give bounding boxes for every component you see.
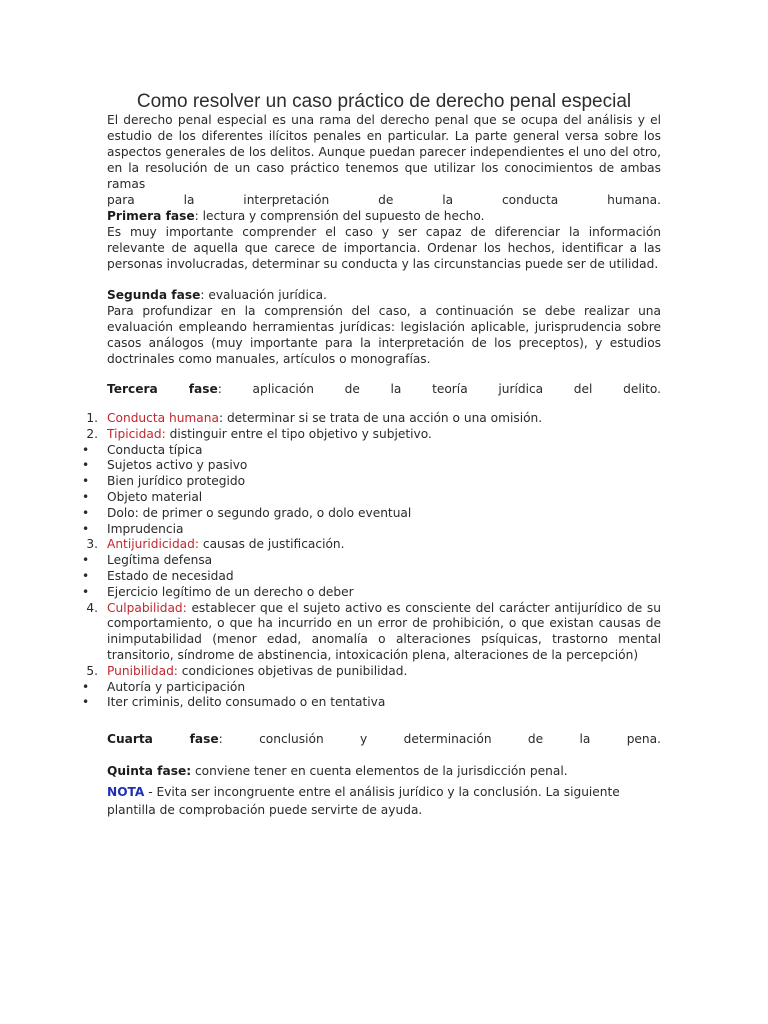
quinta-fase-heading <box>107 763 661 779</box>
list-marker: • <box>82 474 90 489</box>
list-marker: • <box>82 553 90 568</box>
intro-body: El derecho penal especial es una rama del derecho penal que se ocupa del análisis y el estudio de los diferentes ilícitos penales en particular. La parte general versa sobre los aspectos generales de los delitos. Aunque puedan parecer independientes el uno del otro, en la resolución de un caso práctico tenemos que utilizar los conocimientos de ambas ramas <box>107 113 661 191</box>
list-marker: • <box>82 458 90 473</box>
list-term: Conducta humana <box>107 411 219 425</box>
nota-section <box>107 783 661 819</box>
quinta-fase-label: Quinta fase: <box>107 764 192 778</box>
list-item-bullet <box>78 695 661 711</box>
list-item-bullet <box>78 680 661 696</box>
list-marker: • <box>82 695 90 710</box>
intro-last-line: para la interpretación de la conducta humana. <box>107 193 661 207</box>
list-marker: 2. <box>86 426 98 441</box>
page-title: Como resolver un caso práctico de derecho penal especial <box>136 91 632 112</box>
list-item-numbered <box>78 601 661 664</box>
list-item-bullet <box>78 569 661 585</box>
list-text: distinguir entre el tipo objetivo y subjetivo. <box>165 426 432 441</box>
list-marker: • <box>82 568 90 583</box>
list-item-numbered <box>78 427 661 443</box>
list-item-bullet <box>78 585 661 601</box>
list-marker: • <box>82 679 90 694</box>
list-marker: 1. <box>86 411 98 425</box>
tercera-fase-desc: : aplicación de la teoría jurídica del delito. <box>217 382 661 396</box>
nota-label: NOTA <box>107 785 145 799</box>
list-term: Punibilidad: <box>107 663 178 678</box>
list-text: condiciones objetivas de punibilidad. <box>177 663 408 678</box>
segunda-fase-label: Segunda fase <box>107 288 201 302</box>
list-text: Iter criminis, delito consumado o en tentativa <box>107 695 386 710</box>
tercera-fase-heading <box>107 381 661 397</box>
quinta-fase-desc: conviene tener en cuenta elementos de la jurisdicción penal. <box>191 764 568 778</box>
list-item-numbered <box>78 411 661 427</box>
primera-fase-body: Es muy importante comprender el caso y ser capaz de diferenciar la información relevante de aquella que carece de importancia. Ordenar los hechos, identificar a las personas involucradas, determinar su conducta y las circunstancias puede ser de utilidad. <box>107 225 661 271</box>
list-text: Bien jurídico protegido <box>107 474 246 489</box>
list-text: Sujetos activo y pasivo <box>107 458 248 473</box>
list-item-bullet <box>78 474 661 490</box>
segunda-fase-section <box>107 287 661 367</box>
tercera-fase-label: Tercera fase <box>107 382 218 396</box>
list-text: : determinar si se trata de una acción o una omisión. <box>218 411 543 425</box>
list-marker: • <box>82 442 90 457</box>
cuarta-fase-heading <box>107 731 661 747</box>
nota-text <box>107 783 661 819</box>
list-term: Antijuridicidad: <box>107 537 199 552</box>
list-item-bullet <box>78 522 661 538</box>
list-item-bullet <box>78 458 661 474</box>
list-text: Estado de necesidad <box>107 568 234 583</box>
list-text: causas de justificación. <box>199 537 345 552</box>
segunda-fase-desc: : evaluación jurídica. <box>200 288 327 302</box>
list-text: establecer que el sujeto activo es consciente del carácter antijurídico de su comportamiento, o que ha incurrido en un error de prohibición, o que existan causas de inimputabilidad (menor edad, anomalía o alteraciones psíquicas, trastorno mental transitorio, síndrome de abstinencia, intoxicación plena, alteraciones de la percepción) <box>107 600 661 662</box>
list-item-bullet <box>78 553 661 569</box>
primera-fase-heading <box>107 208 661 224</box>
nota-body: - Evita ser incongruente entre el análisis jurídico y la conclusión. La siguiente plantilla de comprobación puede servirte de ayuda. <box>107 785 620 817</box>
cuarta-fase-label: Cuarta fase <box>107 732 219 746</box>
list-item-numbered <box>78 537 661 553</box>
list-text: Ejercicio legítimo de un derecho o deber <box>107 584 354 599</box>
cuarta-fase-desc: : conclusión y determinación de la pena. <box>218 732 661 746</box>
primera-fase-label: Primera fase <box>107 209 195 223</box>
list-item-bullet <box>78 506 661 522</box>
primera-fase-section <box>107 208 661 272</box>
tercera-fase-section <box>107 381 661 397</box>
list-marker: 4. <box>86 600 98 615</box>
list-marker: 3. <box>86 537 98 552</box>
list-marker: • <box>82 505 90 520</box>
list-term: Tipicidad: <box>107 426 166 441</box>
list-text: Autoría y participación <box>107 679 246 694</box>
list-term: Culpabilidad: <box>107 600 187 615</box>
segunda-fase-body: Para profundizar en la comprensión del caso, a continuación se debe realizar una evaluación empleando herramientas jurídicas: legislación aplicable, jurisprudencia sobre casos análogos (muy importante para la interpretación de los preceptos), y estudios doctrinales como manuales, artículos o monografías. <box>107 304 661 366</box>
list-marker: • <box>82 521 90 536</box>
intro-paragraph <box>107 112 661 208</box>
list-marker: • <box>82 584 90 599</box>
segunda-fase-heading <box>107 287 661 303</box>
criteria-list <box>78 411 661 711</box>
list-text: Dolo: de primer o segundo grado, o dolo eventual <box>107 505 412 520</box>
list-marker: • <box>82 489 90 504</box>
list-item-bullet <box>78 443 661 459</box>
primera-fase-desc: : lectura y comprensión del supuesto de hecho. <box>194 209 485 223</box>
list-item-numbered <box>78 664 661 680</box>
list-text: Conducta típica <box>107 442 203 457</box>
list-marker: 5. <box>86 663 98 678</box>
list-text: Objeto material <box>107 489 203 504</box>
list-text: Imprudencia <box>107 521 184 536</box>
list-text: Legítima defensa <box>107 553 213 568</box>
quinta-fase-section <box>107 763 661 779</box>
cuarta-fase-section <box>107 731 661 747</box>
list-item-bullet <box>78 490 661 506</box>
